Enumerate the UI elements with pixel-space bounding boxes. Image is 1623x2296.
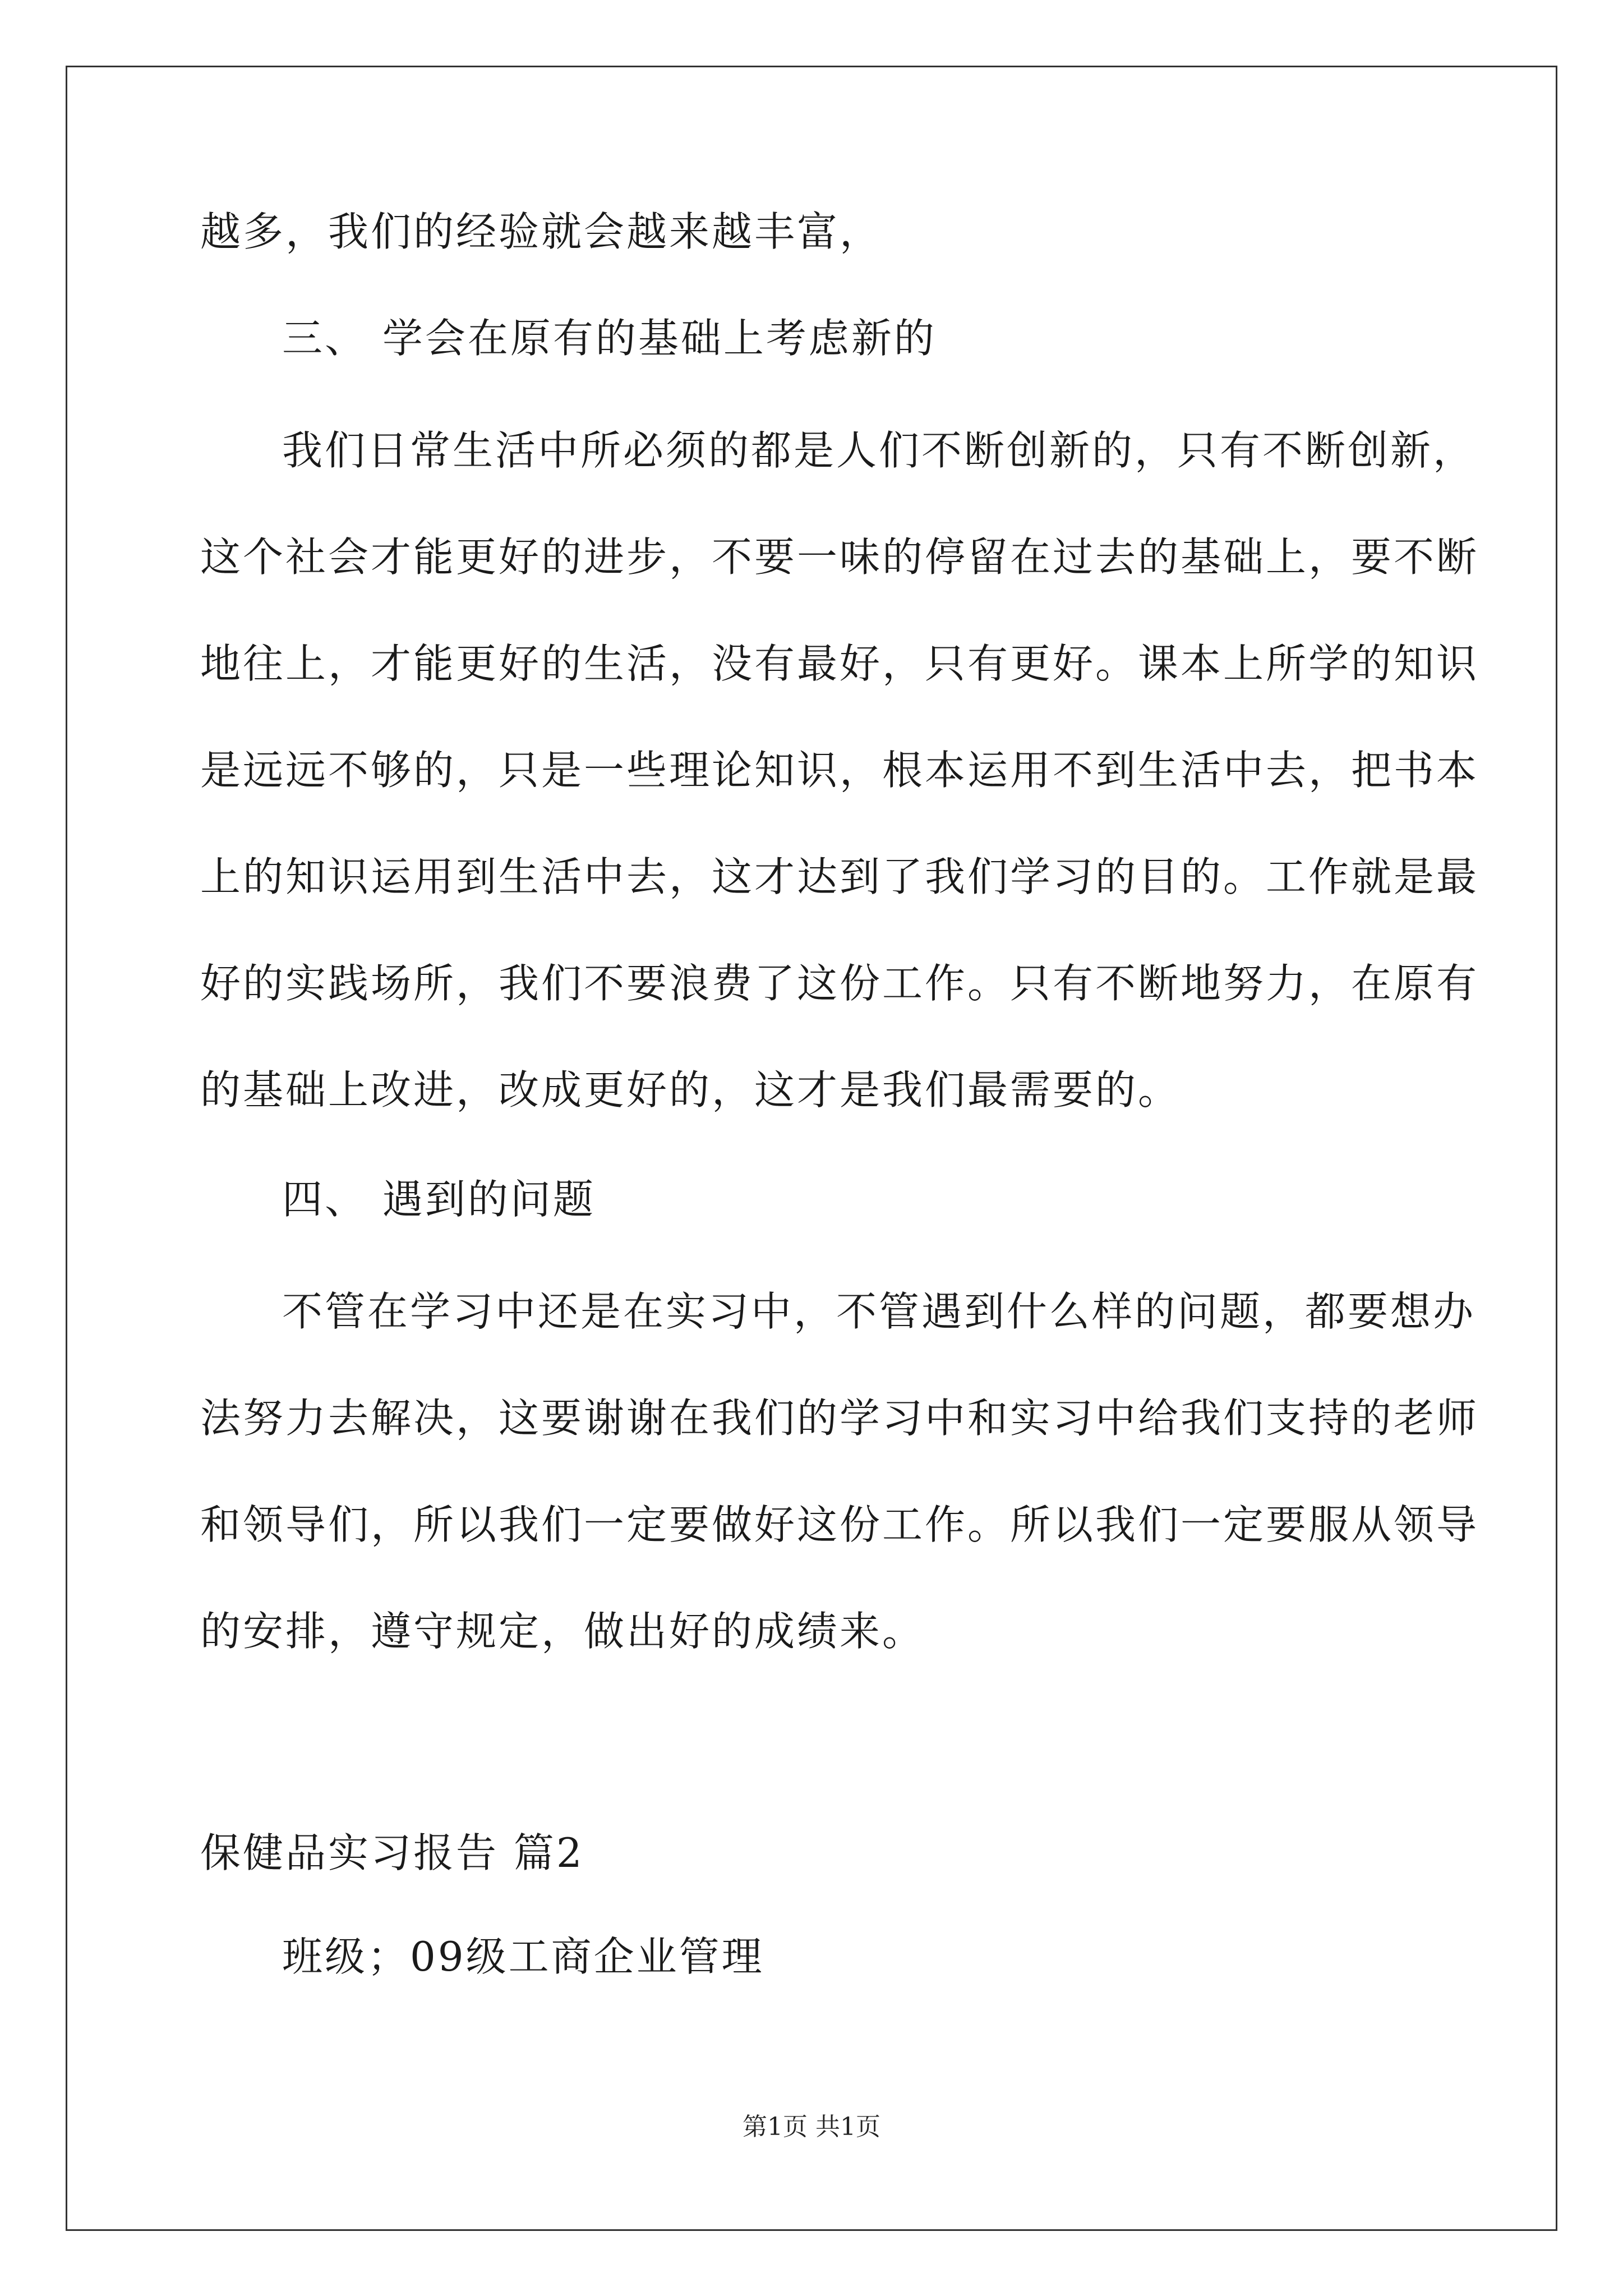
report-title: 保健品实习报告 篇2 <box>200 1829 584 1876</box>
paragraph-line: 上的知识运用到生活中去，这才达到了我们学习的目的。工作就是最 <box>200 853 1479 900</box>
paragraph-line: 不管在学习中还是在实习中，不管遇到什么样的问题，都要想办 <box>282 1288 1476 1335</box>
paragraph-line: 和领导们，所以我们一定要做好这份工作。所以我们一定要服从领导 <box>200 1501 1479 1548</box>
page-footer: 第1页 共1页 <box>743 2113 880 2141</box>
paragraph-line: 的基础上改进，改成更好的，这才是我们最需要的。 <box>200 1066 1181 1114</box>
paragraph-line: 这个社会才能更好的进步，不要一味的停留在过去的基础上，要不断 <box>200 533 1479 581</box>
paragraph-line: 我们日常生活中所必须的都是人们不断创新的，只有不断创新， <box>282 427 1476 474</box>
paragraph-line: 是远远不够的，只是一些理论知识，根本运用不到生活中去，把书本 <box>200 747 1479 794</box>
section-heading: 三、 学会在原有的基础上考虑新的 <box>282 315 937 362</box>
paragraph-line: 越多，我们的经验就会越来越丰富， <box>200 208 883 255</box>
paragraph-line: 地往上，才能更好的生活，没有最好，只有更好。课本上所学的知识 <box>200 640 1479 687</box>
paragraph-line: 法努力去解决，这要谢谢在我们的学习中和实习中给我们支持的老师 <box>200 1395 1479 1442</box>
page-border <box>66 66 1557 2231</box>
class-info: 班级；09级工商企业管理 <box>282 1933 764 1980</box>
section-heading: 四、 遇到的问题 <box>282 1176 596 1223</box>
paragraph-line: 好的实践场所，我们不要浪费了这份工作。只有不断地努力，在原有 <box>200 960 1479 1007</box>
paragraph-line: 的安排，遵守规定，做出好的成绩来。 <box>200 1608 925 1655</box>
